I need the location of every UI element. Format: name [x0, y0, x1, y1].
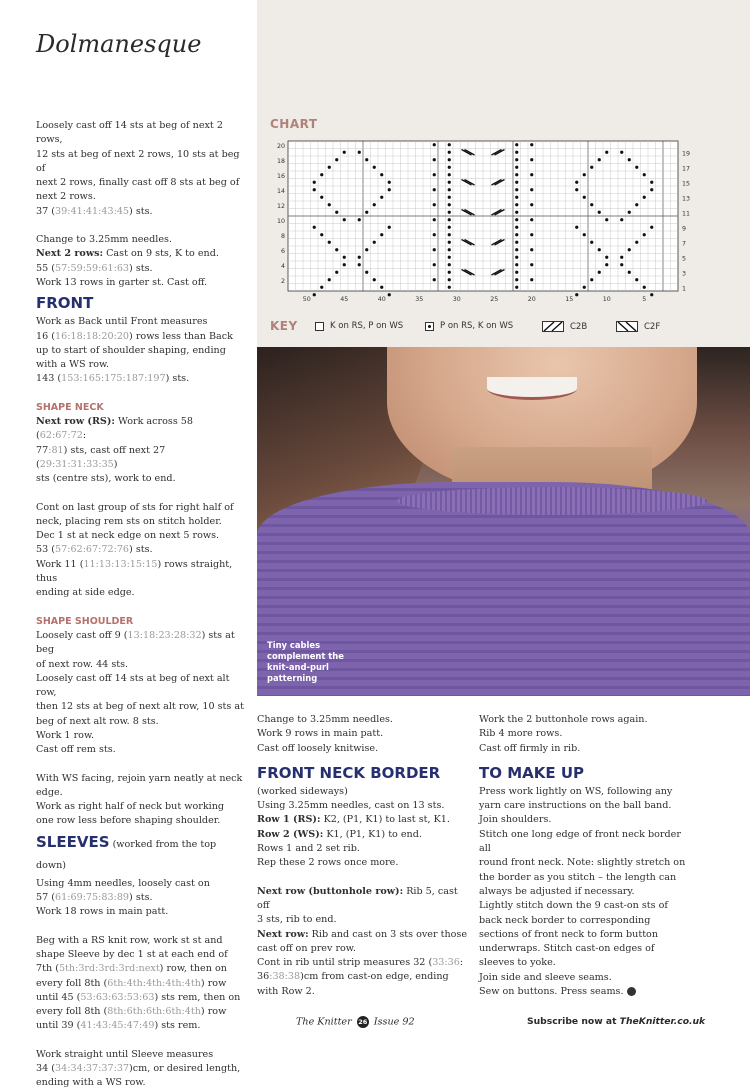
purl-dot — [620, 256, 623, 259]
chart-row-label: 1 — [682, 285, 687, 293]
purl-dot — [515, 278, 518, 281]
purl-dot — [373, 278, 376, 281]
purl-dot — [380, 233, 383, 236]
make-up-line: the border as you stitch – the length can — [479, 871, 677, 883]
end-of-pattern-icon — [627, 987, 636, 996]
chart-row-label: 6 — [280, 247, 285, 255]
cast-on-13-text: Using 3.25mm needles, cast on 13 sts. — [257, 800, 445, 812]
purl-dot — [643, 196, 646, 199]
chart-col-label: 45 — [340, 296, 349, 303]
purl-dot — [530, 188, 533, 191]
purl-dot — [320, 286, 323, 289]
purl-dot — [448, 158, 451, 161]
chart-row-label: 19 — [682, 150, 691, 158]
key-knit: K on RS, P on WS — [315, 321, 403, 331]
purl-dot — [433, 248, 436, 251]
col2-top-line-3: Cast off loosely knitwise. — [257, 742, 379, 754]
col3-top-line-1: Work the 2 buttonhole rows again. — [479, 714, 648, 725]
purl-dot — [343, 256, 346, 259]
purl-dot — [575, 293, 578, 296]
purl-dot — [448, 241, 451, 244]
purl-dot — [583, 196, 586, 199]
purl-dot — [448, 263, 451, 266]
purl-dot — [590, 278, 593, 281]
purl-dot — [448, 278, 451, 281]
purl-dot — [433, 143, 436, 146]
pattern-title: Dolmanesque — [36, 30, 202, 58]
purl-dot-icon — [425, 322, 434, 331]
col3-top-line-3: Cast off firmly in rib. — [479, 742, 581, 754]
purl-dot — [433, 263, 436, 266]
purl-dot — [433, 233, 436, 236]
purl-dot — [515, 218, 518, 221]
purl-dot — [575, 188, 578, 191]
purl-dot — [620, 263, 623, 266]
garter-cast-off-text: Work 13 rows in garter st. Cast off. — [36, 276, 208, 288]
chart-row-label: 16 — [276, 172, 285, 180]
make-up-line: Press work lightly on WS, following any — [479, 785, 673, 797]
next-2-rows-text: Next 2 rows: Cast on 9 sts, K to end. — [36, 248, 219, 260]
chart-row-label: 3 — [682, 270, 687, 278]
purl-dot — [635, 203, 638, 206]
key-title: KEY — [270, 319, 298, 333]
make-up-line: sections of front neck to form button — [479, 928, 659, 940]
purl-dot — [583, 286, 586, 289]
purl-dot — [515, 233, 518, 236]
purl-dot — [448, 248, 451, 251]
purl-dot — [448, 233, 451, 236]
to-make-up-heading: TO MAKE UP — [479, 763, 585, 782]
shape-shoulder-block: Loosely cast off 9 (13:18:23:28:32) sts at beg of next row. 44 sts. Loosely cast off 14 sts at beg of next alt row, then 12 sts at beg of next alt row, 10 sts at beg of next alt row. 8 sts. Work 1 row. Cast off rem sts. — [36, 629, 244, 756]
photo-smile-shape — [487, 377, 577, 400]
col2-top-line-2: Work 9 rows in main patt. — [257, 728, 384, 740]
purl-dot — [313, 226, 316, 229]
key-c2b: C2B — [542, 321, 587, 332]
make-up-line: Join side and sleeve seams. — [479, 971, 612, 983]
purl-dot — [448, 196, 451, 199]
next-row-text: Next row: Rib and cast on 3 sts over those — [257, 928, 467, 940]
purl-dot — [335, 211, 338, 214]
chart-row-label: 7 — [682, 240, 687, 248]
make-up-line: back neck border to corresponding — [479, 914, 651, 926]
worked-sideways-text: (worked sideways) — [257, 785, 348, 797]
purl-dot — [365, 271, 368, 274]
chart-row-label: 9 — [682, 225, 687, 233]
purl-dot — [635, 241, 638, 244]
buttonhole-row-text: Next row (buttonhole row): Rib 5, cast off — [257, 885, 458, 911]
purl-dot — [515, 256, 518, 259]
purl-dot — [583, 233, 586, 236]
purl-dot — [515, 286, 518, 289]
chart-row-label: 11 — [682, 210, 691, 218]
purl-dot — [530, 278, 533, 281]
purl-dot — [358, 263, 361, 266]
chart-col-label: 10 — [602, 296, 611, 303]
rows-set-text: Rows 1 and 2 set rib. — [257, 843, 360, 855]
purl-dot — [335, 248, 338, 251]
purl-dot — [448, 203, 451, 206]
purl-dot — [313, 293, 316, 296]
chart-col-label: 5 — [642, 296, 647, 303]
front-neck-border-heading: FRONT NECK BORDER — [257, 763, 441, 782]
purl-dot — [328, 203, 331, 206]
col2-top-line-1: Change to 3.25mm needles. — [257, 714, 393, 725]
purl-dot — [373, 166, 376, 169]
purl-dot — [590, 241, 593, 244]
purl-dot — [388, 188, 391, 191]
c2b-cable-icon — [542, 321, 564, 332]
purl-dot — [530, 203, 533, 206]
work-straight-block: Work straight until Sleeve measures 34 (34:34:37:37:37)cm, or desired length, ending with a WS row. — [36, 1048, 241, 1089]
purl-dot — [530, 143, 533, 146]
purl-dot — [515, 151, 518, 154]
row-1-text: Row 1 (RS): K2, (P1, K1) to last st, K1. — [257, 814, 450, 826]
knit-square-icon — [315, 322, 324, 331]
front-block: Work as Back until Front measures 16 (16:18:18:20:20) rows less than Back up to start of shoulder shaping, ending with a WS row. 143 (153:165:175:187:197) sts. — [36, 316, 233, 385]
purl-dot — [650, 188, 653, 191]
purl-dot — [575, 181, 578, 184]
purl-dot — [598, 271, 601, 274]
purl-dot — [328, 166, 331, 169]
chart-row-label: 15 — [682, 180, 691, 188]
next-row-text-2: cast off on prev row. — [257, 942, 356, 954]
purl-dot — [388, 181, 391, 184]
purl-dot — [373, 203, 376, 206]
chart-row-label: 4 — [280, 262, 285, 270]
purl-dot — [620, 151, 623, 154]
chart-key — [270, 319, 740, 335]
purl-dot — [448, 286, 451, 289]
purl-dot — [335, 271, 338, 274]
purl-dot — [380, 196, 383, 199]
purl-dot — [628, 158, 631, 161]
chart-col-label: 35 — [415, 296, 424, 303]
chart-col-label: 30 — [452, 296, 461, 303]
purl-dot — [448, 211, 451, 214]
column-middle — [257, 713, 467, 999]
purl-dot — [515, 188, 518, 191]
purl-dot — [433, 278, 436, 281]
purl-dot — [388, 226, 391, 229]
purl-dot — [643, 173, 646, 176]
purl-dot — [635, 278, 638, 281]
purl-dot — [320, 233, 323, 236]
purl-dot — [380, 173, 383, 176]
purl-dot — [448, 188, 451, 191]
purl-dot — [515, 263, 518, 266]
front-heading: FRONT — [36, 294, 94, 313]
sts-55-line: 55 (57:59:59:61:63) sts. — [36, 262, 153, 274]
chart-row-label: 8 — [280, 232, 285, 240]
purl-dot — [530, 263, 533, 266]
purl-dot — [320, 196, 323, 199]
purl-dot — [448, 173, 451, 176]
photo-collar-shape — [397, 487, 707, 515]
purl-dot — [365, 158, 368, 161]
purl-dot — [365, 248, 368, 251]
chart-row-label: 12 — [276, 202, 285, 210]
purl-dot — [358, 256, 361, 259]
chart-col-label: 25 — [490, 296, 499, 303]
purl-dot — [373, 241, 376, 244]
make-up-line: sleeves to yoke. — [479, 957, 556, 969]
footer-subscribe[interactable]: Subscribe now at TheKnitter.co.uk — [527, 1016, 706, 1027]
purl-dot — [335, 158, 338, 161]
purl-dot — [515, 241, 518, 244]
make-up-line: Stitch one long edge of front neck border all — [479, 828, 681, 855]
chart-row-label: 2 — [280, 277, 285, 285]
purl-dot — [575, 226, 578, 229]
purl-dot — [515, 248, 518, 251]
purl-dot — [605, 256, 608, 259]
chart-row-label: 14 — [276, 187, 285, 195]
purl-dot — [380, 286, 383, 289]
make-up-line: yarn care instructions on the ball band. — [479, 800, 672, 812]
purl-dot — [598, 158, 601, 161]
purl-dot — [358, 218, 361, 221]
chart-row-label: 20 — [276, 142, 285, 150]
purl-dot — [583, 173, 586, 176]
purl-dot — [650, 226, 653, 229]
purl-dot — [598, 248, 601, 251]
photo-caption: Tiny cables complement the knit-and-purl patterning — [267, 640, 344, 683]
purl-dot — [365, 211, 368, 214]
purl-dot — [448, 151, 451, 154]
make-up-last-line: Sew on buttons. Press seams. — [479, 985, 694, 999]
chart-col-label: 50 — [302, 296, 311, 303]
purl-dot — [515, 166, 518, 169]
purl-dot — [598, 211, 601, 214]
purl-dot — [515, 226, 518, 229]
purl-dot — [515, 203, 518, 206]
purl-dot — [515, 196, 518, 199]
purl-dot — [643, 286, 646, 289]
cont-rib-block: Cont in rib until strip measures 32 (33:36: 36:38:38)cm from cast-on edge, ending with Row 2. — [257, 957, 464, 997]
purl-dot — [605, 263, 608, 266]
continue-block: Cont on last group of sts for right half of neck, placing rem sts on stitch holder. Dec 1 st at neck edge on next 5 rows. 53 (57:62:67:72:76) sts. Work 11 (11:13:13:15:15) rows straight, thus ending at side edge. — [36, 501, 234, 599]
buttonhole-row-text-2: 3 sts, rib to end. — [257, 914, 337, 926]
chart-row-label: 5 — [682, 255, 687, 263]
purl-dot — [448, 271, 451, 274]
purl-dot — [343, 263, 346, 266]
purl-dot — [605, 151, 608, 154]
purl-dot — [515, 271, 518, 274]
purl-dot — [635, 166, 638, 169]
purl-dot — [650, 181, 653, 184]
shape-shoulder-heading: SHAPE SHOULDER — [36, 615, 134, 627]
purl-dot — [515, 211, 518, 214]
purl-dot — [515, 143, 518, 146]
purl-dot — [433, 203, 436, 206]
purl-dot — [515, 181, 518, 184]
purl-dot — [590, 166, 593, 169]
purl-dot — [530, 233, 533, 236]
repeat-text: Rep these 2 rows once more. — [257, 857, 399, 869]
chart-row-label: 10 — [276, 217, 285, 225]
make-up-line: underwraps. Stitch cast-on edges of — [479, 943, 655, 955]
purl-dot — [605, 218, 608, 221]
col3-top-line-2: Rib 4 more rows. — [479, 728, 563, 740]
c2f-cable-icon — [616, 321, 638, 332]
purl-dot — [448, 256, 451, 259]
ws-facing-block: With WS facing, rejoin yarn neatly at neck edge. Work as right half of neck but working one row less before shaping shoulder. — [36, 772, 243, 827]
purl-dot — [628, 271, 631, 274]
chart-row-label: 13 — [682, 195, 691, 203]
make-up-line: always be adjusted if necessary. — [479, 885, 635, 897]
sleeves-heading: SLEEVES (worked from the top down) — [36, 832, 217, 871]
shape-neck-heading: SHAPE NECK — [36, 401, 104, 413]
purl-dot — [433, 158, 436, 161]
purl-dot — [313, 181, 316, 184]
purl-dot — [433, 188, 436, 191]
chart-title: CHART — [270, 117, 318, 131]
purl-dot — [320, 173, 323, 176]
column-right — [479, 713, 694, 999]
footer-magazine: The Knitter 26 Issue 92 — [296, 1016, 415, 1028]
purl-dot — [343, 218, 346, 221]
purl-dot — [313, 188, 316, 191]
column-left — [36, 119, 246, 1091]
make-up-line: Join shoulders. — [479, 814, 552, 826]
purl-dot — [590, 203, 593, 206]
chart-row-label: 17 — [682, 165, 691, 173]
purl-dot — [343, 151, 346, 154]
purl-dot — [620, 218, 623, 221]
purl-dot — [358, 151, 361, 154]
purl-dot — [515, 173, 518, 176]
purl-dot — [328, 241, 331, 244]
page-number: 26 — [358, 1018, 368, 1026]
purl-dot — [530, 218, 533, 221]
key-purl: P on RS, K on WS — [425, 321, 513, 331]
chart-col-label: 15 — [565, 296, 574, 303]
back-finish-block: Loosely cast off 14 sts at beg of next 2 rows, 12 sts at beg of next 2 rows, 10 sts at beg of next 2 rows, finally cast off 8 sts at beg of next 2 rows. 37 (39:41:41:43:45) sts. — [36, 120, 240, 217]
purl-dot — [530, 158, 533, 161]
purl-dot — [388, 293, 391, 296]
sleeve-shaping-block: Beg with a RS knit row, work st st and shape Sleeve by dec 1 st at each end of 7th (5th:3rd:3rd:3rd:next) row, then on every foll 8th (6th:4th:4th:4th:4th) row until 45 (53:63:63:53:63) sts rem, then on every foll 8th (8th:6th:6th:6th:4th) row until 39 (41:43:45:47:49) sts rem. — [36, 934, 241, 1032]
purl-dot — [433, 173, 436, 176]
purl-dot — [448, 181, 451, 184]
knitting-chart — [270, 135, 691, 305]
purl-dot — [650, 293, 653, 296]
purl-dot — [643, 233, 646, 236]
make-up-line: Lightly stitch down the 9 cast-on sts of — [479, 900, 668, 912]
purl-dot — [448, 166, 451, 169]
purl-dot — [628, 248, 631, 251]
chart-col-label: 40 — [377, 296, 386, 303]
chart-col-label: 20 — [527, 296, 536, 303]
purl-dot — [530, 248, 533, 251]
sleeves-block: Using 4mm needles, loosely cast on 57 (61:69:75:83:89) sts. Work 18 rows in main patt. — [36, 877, 210, 918]
make-up-line: round front neck. Note: slightly stretch on — [479, 857, 686, 869]
purl-dot — [433, 218, 436, 221]
shape-neck-block: Next row (RS): Work across 58 (62:67:72: 77:81) sts, cast off next 27 (29:31:31:33:35) sts (centre sts), work to end. — [36, 416, 193, 485]
purl-dot — [448, 143, 451, 146]
purl-dot — [448, 218, 451, 221]
change-needles-text: Change to 3.25mm needles. — [36, 234, 172, 246]
purl-dot — [530, 173, 533, 176]
purl-dot — [515, 158, 518, 161]
key-c2f: C2F — [616, 321, 660, 332]
purl-dot — [448, 226, 451, 229]
chart-row-label: 18 — [276, 157, 285, 165]
purl-dot — [628, 211, 631, 214]
purl-dot — [328, 278, 331, 281]
row-2-text: Row 2 (WS): K1, (P1, K1) to end. — [257, 828, 422, 840]
